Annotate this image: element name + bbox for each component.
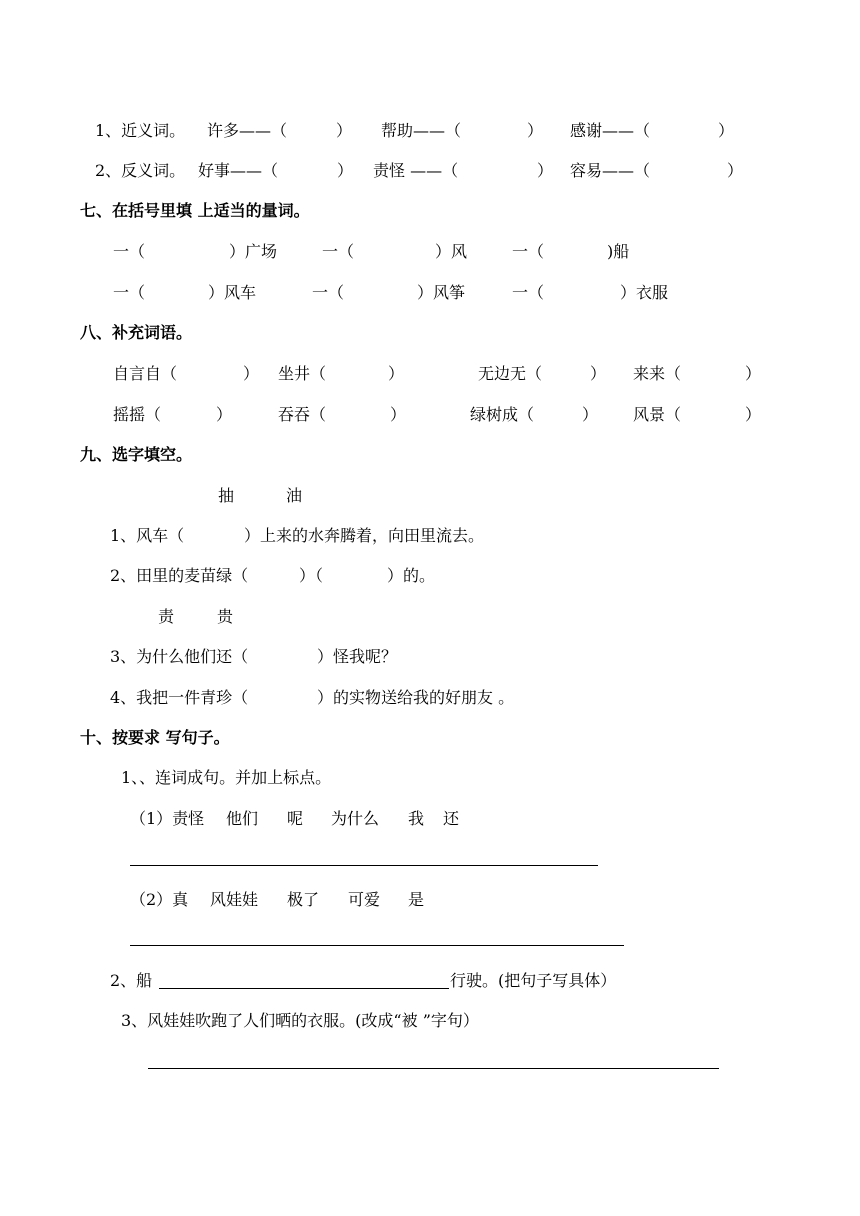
s10-q2a: 2、船: [110, 971, 153, 990]
s9-heading: 九、选字填空。: [80, 445, 193, 464]
s9-choice-1: 抽: [218, 486, 235, 505]
s10-sub1: 1、、连词成句。并加上标点。: [121, 768, 332, 787]
s8-r2-1b: ）: [216, 405, 233, 424]
s6-r1-a: 许多——（: [207, 121, 288, 140]
s6-r1-c-close: ）: [718, 121, 735, 140]
s7-r2-2a: 一（: [312, 283, 345, 302]
s10-p2-w1: （2）真: [130, 890, 189, 909]
s9-choice-3: 责: [158, 607, 175, 626]
s8-r1-1b: ）: [243, 364, 260, 383]
s6-r1-label: 1、近义词。: [95, 121, 186, 140]
s7-heading: 七、在括号里填 上适当的量词。: [80, 201, 310, 220]
s8-r2-2a: 吞吞（: [278, 405, 327, 424]
s9-q3b: ）怪我呢？: [317, 647, 398, 666]
s10-p1-w3: 呢: [287, 809, 304, 828]
s8-r2-1a: 摇摇（: [113, 405, 162, 424]
s9-choice-2: 油: [286, 486, 303, 505]
s9-q4a: 4、我把一件青珍（: [110, 688, 249, 707]
s10-heading: 十、按要求 写句子。: [80, 728, 230, 747]
s10-p2-w4: 可爱: [348, 890, 381, 909]
s8-r1-3b: ）: [590, 364, 607, 383]
s8-r1-2a: 坐井（: [278, 364, 327, 383]
s7-r1-3b: )船: [607, 242, 630, 261]
s9-q1a: 1、风车（: [110, 526, 185, 545]
s9-q4b: ）的实物送给我的好朋友 。: [317, 688, 515, 707]
s7-r1-1a: 一（: [113, 242, 146, 261]
s8-r1-4b: ）: [745, 364, 762, 383]
answer-line-2[interactable]: [130, 945, 624, 946]
answer-line-1[interactable]: [130, 865, 598, 866]
s9-q3a: 3、为什么他们还（: [110, 647, 249, 666]
answer-line-4[interactable]: [148, 1068, 719, 1069]
s8-r2-4b: ）: [745, 405, 762, 424]
s8-heading: 八、补充词语。: [80, 323, 193, 342]
s7-r2-1a: 一（: [113, 283, 146, 302]
s6-r2-a: 好事——（: [198, 161, 279, 180]
s8-r2-3a: 绿树成（: [470, 405, 535, 424]
s7-r2-3b: ）衣服: [620, 283, 669, 302]
s10-q2b: 行驶。(把句子写具体）: [450, 971, 617, 990]
s8-r1-4a: 来来（: [633, 364, 682, 383]
s10-q3: 3、风娃娃吹跑了人们晒的衣服。(改成“被 ”字句）: [121, 1011, 479, 1030]
s9-q2b: ）（: [299, 566, 324, 585]
s9-q1b: ）上来的水奔腾着，向田里流去。: [244, 526, 485, 545]
s10-p2-w5: 是: [408, 890, 425, 909]
s7-r1-3a: 一（: [512, 242, 545, 261]
s7-r2-3a: 一（: [512, 283, 545, 302]
s8-r2-2b: ）: [390, 405, 407, 424]
s9-choice-4: 贵: [217, 607, 234, 626]
s8-r1-3a: 无边无（: [478, 364, 543, 383]
s6-r2-c-close: ）: [727, 161, 744, 180]
s10-p1-w4: 为什么: [331, 809, 380, 828]
s10-p1-w6: 还: [443, 809, 460, 828]
s8-r2-4a: 风景（: [633, 405, 682, 424]
s6-r1-a-close: ）: [336, 121, 353, 140]
s6-r2-a-close: ）: [337, 161, 354, 180]
s6-r2-b: 责怪 ——（: [373, 161, 459, 180]
s10-p2-w2: 风娃娃: [210, 890, 259, 909]
s9-q2c: ）的。: [387, 566, 436, 585]
s6-r1-c: 感谢——（: [570, 121, 651, 140]
s10-p1-w2: 他们: [226, 809, 259, 828]
s7-r1-2b: ）风: [435, 242, 468, 261]
s7-r1-2a: 一（: [322, 242, 355, 261]
s7-r2-1b: ）风车: [208, 283, 257, 302]
s8-r1-2b: ）: [388, 364, 405, 383]
s8-r2-3b: ）: [582, 405, 599, 424]
s6-r2-b-close: ）: [537, 161, 554, 180]
s6-r1-b-close: ）: [527, 121, 544, 140]
s10-p2-w3: 极了: [287, 890, 320, 909]
s7-r2-2b: ）风筝: [417, 283, 466, 302]
s10-p1-w1: （1）责怪: [130, 809, 205, 828]
s6-r2-label: 2、反义词。: [95, 161, 186, 180]
s9-q2a: 2、田里的麦苗绿（: [110, 566, 249, 585]
s6-r2-c: 容易——（: [570, 161, 651, 180]
s6-r1-b: 帮助——（: [381, 121, 462, 140]
s7-r1-1b: ）广场: [229, 242, 278, 261]
s8-r1-1a: 自言自（: [113, 364, 178, 383]
s10-p1-w5: 我: [408, 809, 425, 828]
answer-line-3[interactable]: [159, 988, 449, 989]
